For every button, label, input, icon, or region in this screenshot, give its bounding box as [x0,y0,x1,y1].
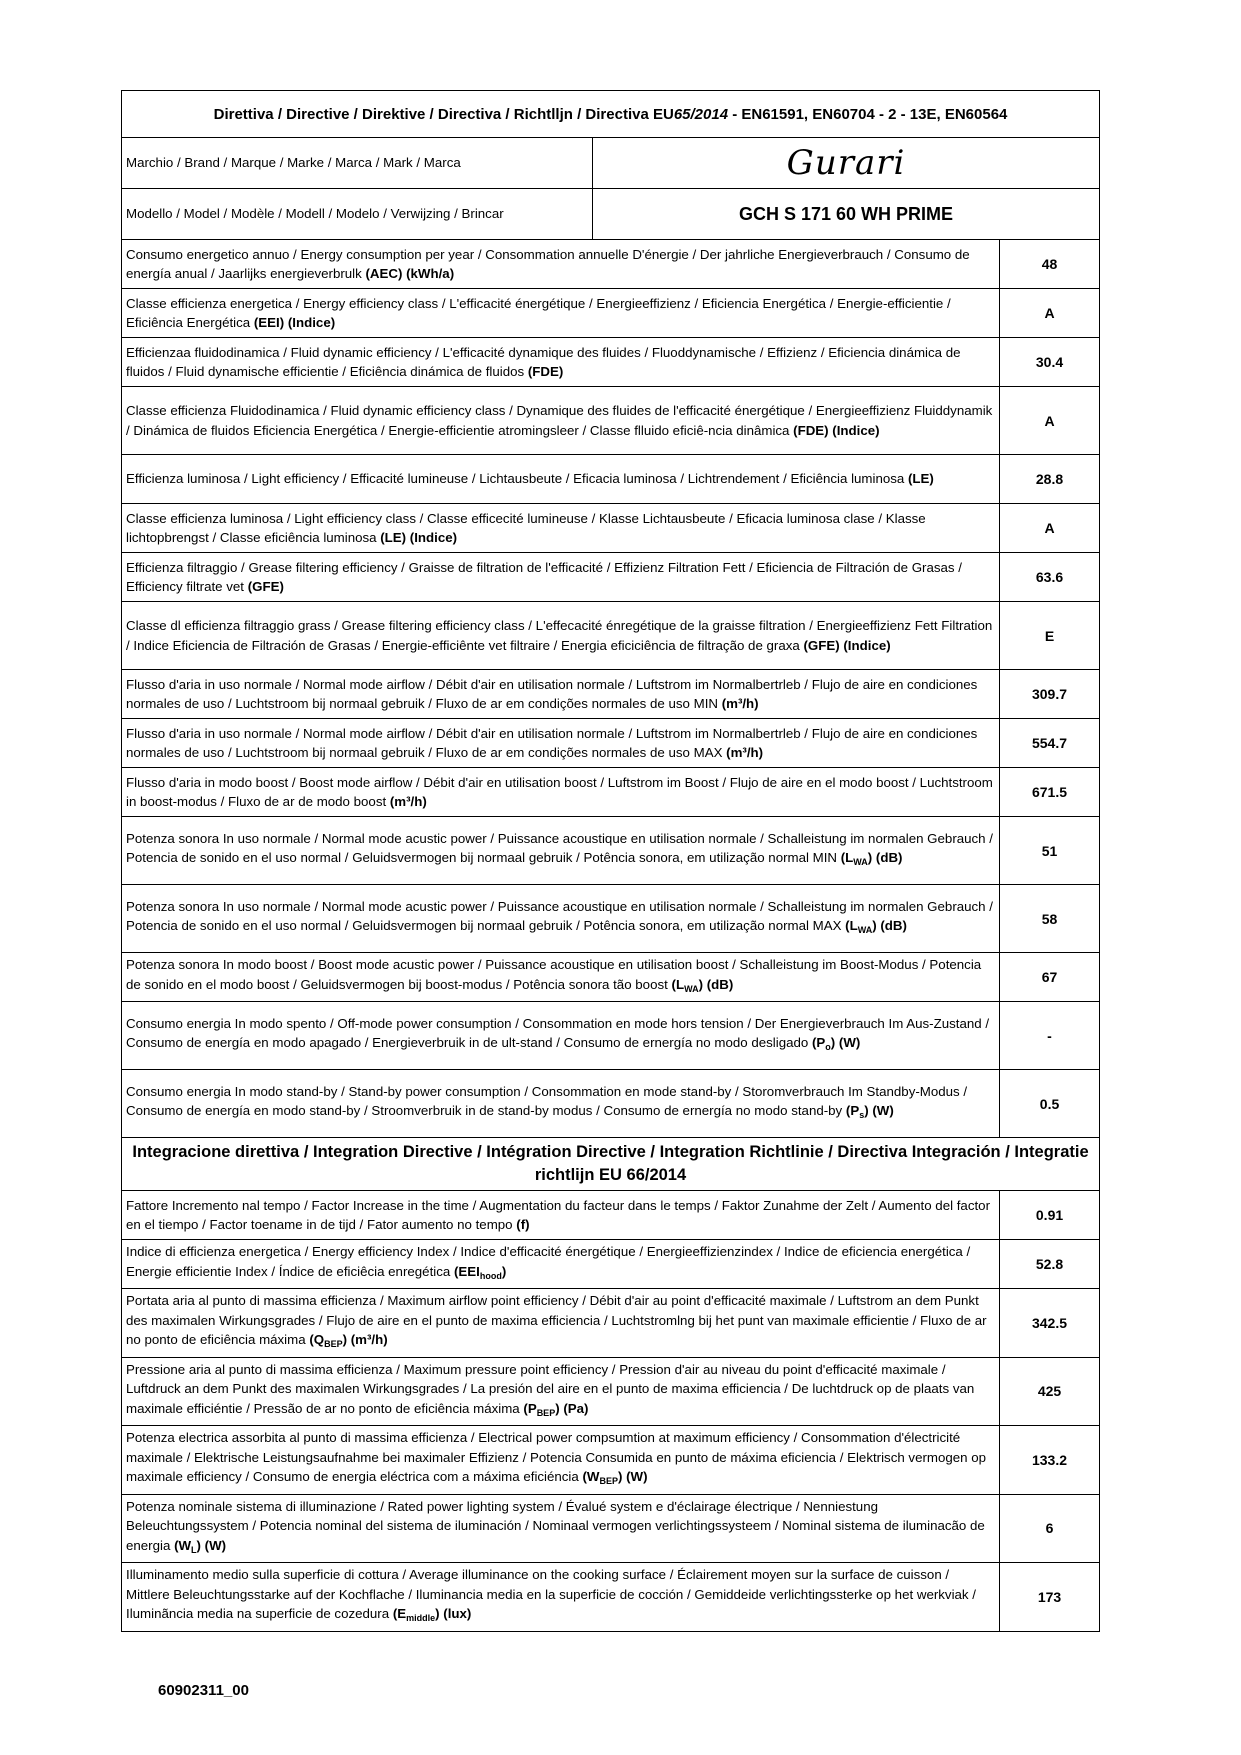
parameter-value: 0.5 [1000,1070,1100,1138]
parameter-row [122,719,1100,768]
parameter-row [122,1191,1100,1240]
parameter-row [122,1357,1100,1426]
parameter-value: E [1000,602,1100,670]
parameter-symbol: (AEC) (kWh/a) [365,266,455,281]
parameter-label [122,885,1000,953]
parameter-label [122,387,1000,455]
parameter-value: A [1000,504,1100,553]
parameter-row [122,338,1100,387]
parameter-text: Potenza sonora In modo boost / Boost mode acustic power / Puissance acoustique en utilisation boost / Schalleistung im Boost-Modus / Potencia de sonido en el modo boost / Geluidsvermogen bij boost-modus / Potência sonora tão boost [126,957,982,992]
parameter-label [122,1494,1000,1563]
parameter-label [122,670,1000,719]
parameter-label [122,338,1000,387]
parameter-value: 28.8 [1000,455,1100,504]
parameter-label [122,1357,1000,1426]
parameter-label [122,553,1000,602]
parameter-value: 6 [1000,1494,1100,1563]
parameter-value: - [1000,1002,1100,1070]
parameter-row [122,240,1100,289]
parameter-symbol: (m³/h) [726,745,764,760]
parameter-symbol: (m³/h) [389,794,427,809]
parameter-symbol: $(W_L)$ (W) [174,1537,227,1555]
parameter-label [122,817,1000,885]
parameter-text: Potenza electrica assorbita al punto di massima efficienza / Electrical power compsumtion at maximum efficiency / Consommation d'électricité maximale / Elektrische Leistungsaufnahme bei maximaler Effizienz / Potencia Consumida en punto de máxima eficiencia / Elektrisch vermogen op maximale efficiency / Consumo de energia eléctrica com a máxima eficiéncia [126,1430,987,1484]
parameter-label [122,240,1000,289]
parameter-value: 63.6 [1000,553,1100,602]
parameter-row [122,289,1100,338]
model-label: Modello / Model / Modèle / Modell / Modelo / Verwijzing / Brincar [122,189,593,240]
parameter-value: 342.5 [1000,1289,1100,1358]
parameter-label [122,1289,1000,1358]
parameter-value: 52.8 [1000,1240,1100,1289]
brand-label: Marchio / Brand / Marque / Marke / Marca / Mark / Marca [122,138,593,189]
parameter-symbol: (LE) (Indice) [380,530,458,545]
parameter-label [122,768,1000,817]
parameter-symbol: $(Q_{BEP})$ (m³/h) [309,1332,388,1349]
parameter-label [122,1191,1000,1240]
parameter-label [122,289,1000,338]
parameter-row [122,553,1100,602]
parameter-row [122,1289,1100,1358]
parameter-value: 554.7 [1000,719,1100,768]
parameter-value: 67 [1000,953,1100,1002]
parameter-text: Classe efficienza energetica / Energy efficiency class / L'efficacité énergétique / Energieeffizienz / Eficiencia Energética / Energie-efficientie / Eficiência Energética [126,295,951,330]
parameter-symbol: $(L_{WA})$ (dB) [840,850,903,867]
parameter-value: 0.91 [1000,1191,1100,1240]
parameter-symbol: (m³/h) [721,696,759,711]
parameter-symbol: $(P_{BEP})$ (Pa) [523,1400,589,1418]
section-header-row [122,1138,1100,1191]
parameter-value: A [1000,289,1100,338]
parameter-text: Potenza sonora In uso normale / Normal mode acustic power / Puissance acoustique en utilisation normale / Schalleistung im normalen Gebrauch / Potencia de sonido en el uso normal / Geluidsvermogen bij normaal gebruik / Potência sonora, em utilização normal MIN [126,830,993,865]
parameter-row [122,602,1100,670]
parameter-symbol: (f) [516,1217,530,1232]
parameter-row [122,1494,1100,1563]
parameter-row [122,1002,1100,1070]
parameter-text: Consumo energia In modo stand-by / Stand-by power consumption / Consommation en mode stand-by / Storomverbrauch Im Standby-Modus / Consumo de energía en modo stand-by / Stroomverbruik in de stand-by modus / Consumo de ernergía no modo stand-by [126,1083,968,1118]
parameter-row [122,1426,1100,1495]
parameter-text: Potenza nominale sistema di illuminazione / Rated power lighting system / Évalué system e d'éclairage électrique / Nenniestung Beleuchtungssystem / Potencia nominal del sistema de iluminación / Nominaal vermogen verlichtingssysteem / Nominal sistema de iluminacão de energia [126,1498,985,1553]
parameter-label [122,602,1000,670]
section-title: Integracione direttiva / Integration Directive / Intégration Directive / Integration Richtlinie / Directiva Integración / Integratie richtlijn EU 66/2014 [122,1138,1100,1191]
product-data-table [121,90,1100,1632]
parameter-label [122,504,1000,553]
parameter-symbol: $(L_{WA})$ (dB) [671,976,734,994]
parameter-text: Flusso d'aria in uso normale / Normal mode airflow / Débit d'air en utilisation normale / Luftstrom im Normalbertrleb / Flujo de aire en condiciones normales de uso / Luchtstroom bij normaal gebruik / Fluxo de ar em condições normales de uso MIN [126,676,978,711]
parameter-text: Classe efficienza luminosa / Light efficiency class / Classe efficecité lumineuse / Klasse Lichtausbeute / Eficacia luminosa clase / Klasse lichtopbrengst / Classe eficiência luminosa [126,510,926,545]
parameter-text: Flusso d'aria in modo boost / Boost mode airflow / Débit d'air en utilisation boost / Luftstrom im Boost / Flujo de aire en el modo boost / Luchtstroom in boost-modus / Fluxo de ar de modo boost [126,774,993,809]
model-row [122,189,1100,240]
parameter-text: Portata aria al punto di massima efficienza / Maximum airflow point efficiency / Débit d'air au point d'efficacité maximale / Luftstrom an dem Punkt des maximalen Wirkungsgrades / Flujo de aire en el punto de maxima efficiencia / Luchtstromlng bij het punt van maximale efficientie / Fluxo de ar no ponto de eficiência máxima [126,1293,987,1347]
directive-header: Direttiva / Directive / Direktive / Directiva / Richtlljn / Directiva EU65/2014 - EN61591, EN60704 - 2 - 13E, EN60564 [122,91,1100,138]
parameter-symbol: (EEI) (Indice) [253,315,336,330]
parameter-value: 173 [1000,1563,1100,1632]
parameter-label [122,953,1000,1002]
parameter-row [122,670,1100,719]
parameter-text: Efficienza filtraggio / Grease filtering efficiency / Graisse de filtration de l'efficacité / Effizienz Filtration Fett / Eficiencia de Filtración de Grasas / Efficiency filtrate vet [126,559,962,594]
parameter-symbol: $(P_s)$ (W) [845,1103,894,1120]
parameter-row [122,885,1100,953]
parameter-row [122,1240,1100,1289]
parameter-label [122,455,1000,504]
parameter-text: Pressione aria al punto di massima efficienza / Maximum pressure point efficiency / Pression d'air au niveau du point d'efficacité maximale / Luftdruck an dem Punkt des maximalen Wirkungsgrades / La presión del aire en el punto de maxima efficiencia / De luchtdruck op de plaats van maximale efficiéntie / Pressão de ar no ponto de eficiência máxima [126,1361,975,1416]
parameter-value: 58 [1000,885,1100,953]
parameter-text: Classe dl efficienza filtraggio grass / Grease filtering efficiency class / L'effecacité énregétique de la graisse filtration / Energieeffizienz Fett Filtration / Indice Eficiencia de Filtración de Grasas / Energie-efficiênte vet filtraire / Energia eficiciência de filtração de graxa [126,618,993,653]
brand-logo: Gurari [593,138,1100,189]
parameter-symbol: (GFE) (Indice) [803,637,891,653]
parameter-label [122,719,1000,768]
parameter-row [122,455,1100,504]
parameter-text: Consumo energetico annuo / Energy consumption per year / Consommation annuelle D'énergie / Der jahrliche Energieverbrauch / Consumo de energía anual / Jaarlijks energieverbrulk [126,246,970,281]
parameter-value: 309.7 [1000,670,1100,719]
parameter-row [122,387,1100,455]
parameter-symbol: $(P_o)$ (W) [811,1035,861,1052]
parameter-symbol: (GFE) [247,579,284,594]
parameter-text: Indice di efficienza energetica / Energy efficiency Index / Indice d'efficacité énergétique / Energieeffizienzindex / Indice de eficiencia energética / Energie efficientie Index / Índice de eficiêcia enregética [126,1244,971,1279]
parameter-value: A [1000,387,1100,455]
parameter-symbol: (FDE) [527,364,564,379]
parameter-symbol: (FDE) (Indice) [793,422,880,438]
parameter-text: Consumo energia In modo spento / Off-mode power consumption / Consommation en mode hors tension / Der Energieverbrauch Im Aus-Zustand / Consumo de energía en modo apagado / Energieverbruik in de ult-stand / Consumo de ernergía no modo desligado [126,1015,990,1050]
parameter-row [122,1563,1100,1632]
parameter-row [122,953,1100,1002]
brand-row [122,138,1100,189]
document-number: 60902311_00 [158,1682,249,1699]
parameter-text: Efficienza luminosa / Light efficiency / Efficacité lumineuse / Lichtausbeute / Eficacia luminosa / Lichtrendement / Eficiência luminosa [126,471,908,487]
parameter-text: Efficienzaa fluidodinamica / Fluid dynamic efficiency / L'efficacité dynamique des fluides / Fluoddynamische / Effizienz / Eficiencia dinámica de fluidos / Fluid dynamische efficientie / Eficiência dinámica de fluidos [126,344,961,379]
parameter-symbol: $(W_{BEP})$ (W) [582,1469,648,1486]
parameter-label [122,1563,1000,1632]
parameter-row [122,817,1100,885]
parameter-text: Fattore Incremento nal tempo / Factor Increase in the time / Augmentation du facteur dans le temps / Faktor Zunahme der Zelt / Aumento del factor en el tiempo / Factor toename in de tijd / Fator aumento no tempo [126,1197,990,1232]
parameter-label [122,1002,1000,1070]
parameter-symbol: $(L_{WA})$ (dB) [845,918,907,935]
parameter-text: Classe efficienza Fluidodinamica / Fluid dynamic efficiency class / Dynamique des fluides de l'efficacité énergétique / Energieeffizienz Fluiddynamik / Dinámica de fluidos Eficiencia Energética / Energie-efficientie atromingsleer / Classe flluido eficiê-ncia dinâmica [126,403,993,438]
parameter-value: 48 [1000,240,1100,289]
energy-label-sheet [121,90,1099,1632]
parameter-value: 425 [1000,1357,1100,1426]
parameter-label [122,1070,1000,1138]
parameter-row [122,504,1100,553]
parameter-symbol: $(E_{middle})$ (lux) [392,1606,472,1623]
parameter-label [122,1426,1000,1495]
directive-header-row [122,91,1100,138]
parameter-text: Potenza sonora In uso normale / Normal mode acustic power / Puissance acoustique en utilisation normale / Schalleistung im normalen Gebrauch / Potencia de sonido en el uso normal / Geluidsvermogen bij normaal gebruik / Potência sonora, em utilização normal MAX [126,898,993,933]
parameter-text: Flusso d'aria in uso normale / Normal mode airflow / Débit d'air en utilisation normale / Luftstrom im Normalbertrleb / Flujo de aire en condiciones normales de uso / Luchtstroom bij normaal gebruik / Fluxo de ar em condições normales de uso MAX [126,725,978,760]
parameter-value: 51 [1000,817,1100,885]
parameter-value: 133.2 [1000,1426,1100,1495]
parameter-label [122,1240,1000,1289]
parameter-symbol: (LE) [907,471,934,487]
parameter-row [122,768,1100,817]
model-value: GCH S 171 60 WH PRIME [593,189,1100,240]
parameter-value: 30.4 [1000,338,1100,387]
parameter-value: 671.5 [1000,768,1100,817]
parameter-text: Illuminamento medio sulla superficie di cottura / Average illuminance on the cooking surface / Éclairement moyen sur la surface de cuisson / Mittlere Beleuchtungsstarke auf der Kochflache / Iluminancia media en la superficie de cocción / Gemiddeide verlichtingssterke op het werkviak / Iluminãncia media na superficie de cozedura [126,1567,976,1621]
parameter-row [122,1070,1100,1138]
parameter-symbol: $(EEI_{hood})$ [453,1263,507,1281]
